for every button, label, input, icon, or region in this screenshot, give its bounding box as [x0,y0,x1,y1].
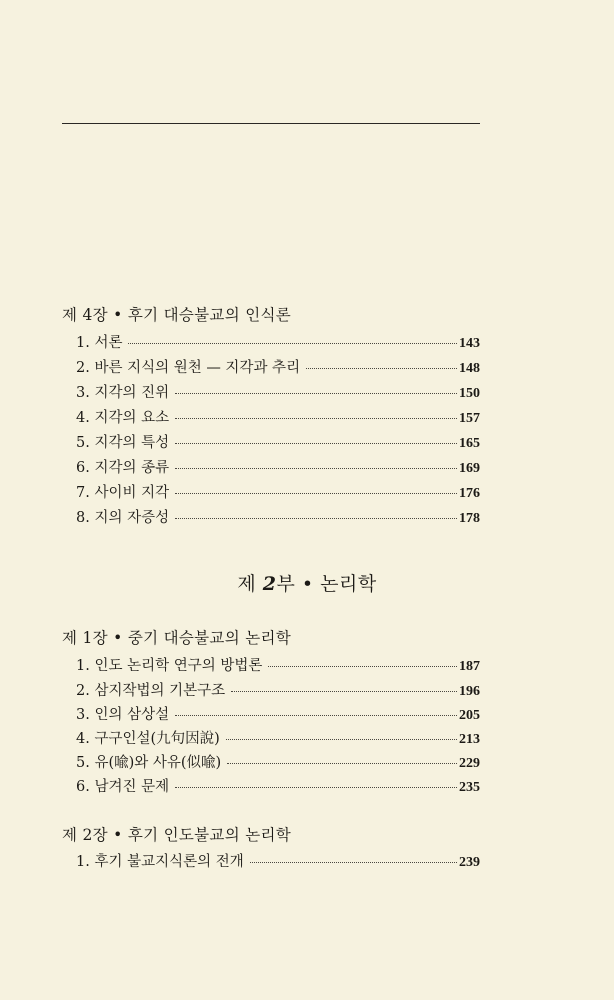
leader-dots [226,739,457,740]
entry-label: 1. 서론 [76,335,123,351]
leader-dots [175,418,457,419]
toc-entry [76,654,480,674]
entry-label: 3. 지각의 진위 [76,385,170,401]
leader-dots [175,715,457,716]
toc-entry [76,506,480,526]
entry-page: 169 [459,461,480,476]
header-rule [62,123,480,124]
toc-entry [76,679,480,699]
part-2-title [0,569,614,596]
entry-label: 1. 인도 논리학 연구의 방법론 [76,658,263,674]
entry-label: 2. 삼지작법의 기본구조 [76,683,226,699]
leader-dots [175,493,457,494]
toc-entry [76,381,480,401]
entry-page: 187 [459,659,480,674]
part-number: 2 [262,573,277,595]
entry-page: 148 [459,361,480,376]
leader-dots [175,787,457,788]
entry-page: 165 [459,436,480,451]
leader-dots [306,368,457,369]
leader-dots [268,666,457,667]
leader-dots [227,763,457,764]
leader-dots [128,343,457,344]
entry-label: 7. 사이비 지각 [76,485,170,501]
entry-page: 157 [459,411,480,426]
entry-page: 176 [459,486,480,501]
leader-dots [175,468,457,469]
chapter-1-title: 제 1장 • 중기 대승불교의 논리학 [62,629,292,647]
entry-label: 2. 바른 지식의 원천 — 지각과 추리 [76,360,301,376]
entry-label: 1. 후기 불교지식론의 전개 [76,854,244,870]
part-prefix: 제 [237,573,263,595]
entry-page: 235 [459,780,480,795]
leader-dots [175,518,457,519]
toc-entry [76,481,480,501]
toc-entry [76,775,480,795]
leader-dots [175,443,457,444]
entry-label: 8. 지의 자증성 [76,510,170,526]
entry-page: 239 [459,855,480,870]
toc-entry [76,431,480,451]
entry-label: 3. 인의 삼상설 [76,707,170,723]
entry-page: 143 [459,336,480,351]
entry-label: 4. 구구인설(九句因說) [76,731,220,747]
leader-dots [231,691,457,692]
toc-entry [76,456,480,476]
entry-label: 5. 지각의 특성 [76,435,170,451]
part-suffix: 부 • 논리학 [276,573,377,595]
toc-entry [76,751,480,771]
entry-label: 6. 남겨진 문제 [76,779,170,795]
toc-entry [76,850,480,870]
toc-entry [76,406,480,426]
entry-page: 205 [459,708,480,723]
entry-page: 150 [459,386,480,401]
entry-label: 5. 유(喩)와 사유(似喩) [76,755,222,771]
toc-entry [76,703,480,723]
toc-entry [76,727,480,747]
toc-entry [76,331,480,351]
leader-dots [250,862,457,863]
chapter-4-title: 제 4장 • 후기 대승불교의 인식론 [62,306,292,324]
leader-dots [175,393,457,394]
chapter-2-title: 제 2장 • 후기 인도불교의 논리학 [62,826,292,844]
entry-label: 4. 지각의 요소 [76,410,170,426]
toc-entry [76,356,480,376]
entry-label: 6. 지각의 종류 [76,460,170,476]
entry-page: 196 [459,684,480,699]
entry-page: 213 [459,732,480,747]
entry-page: 229 [459,756,480,771]
entry-page: 178 [459,511,480,526]
